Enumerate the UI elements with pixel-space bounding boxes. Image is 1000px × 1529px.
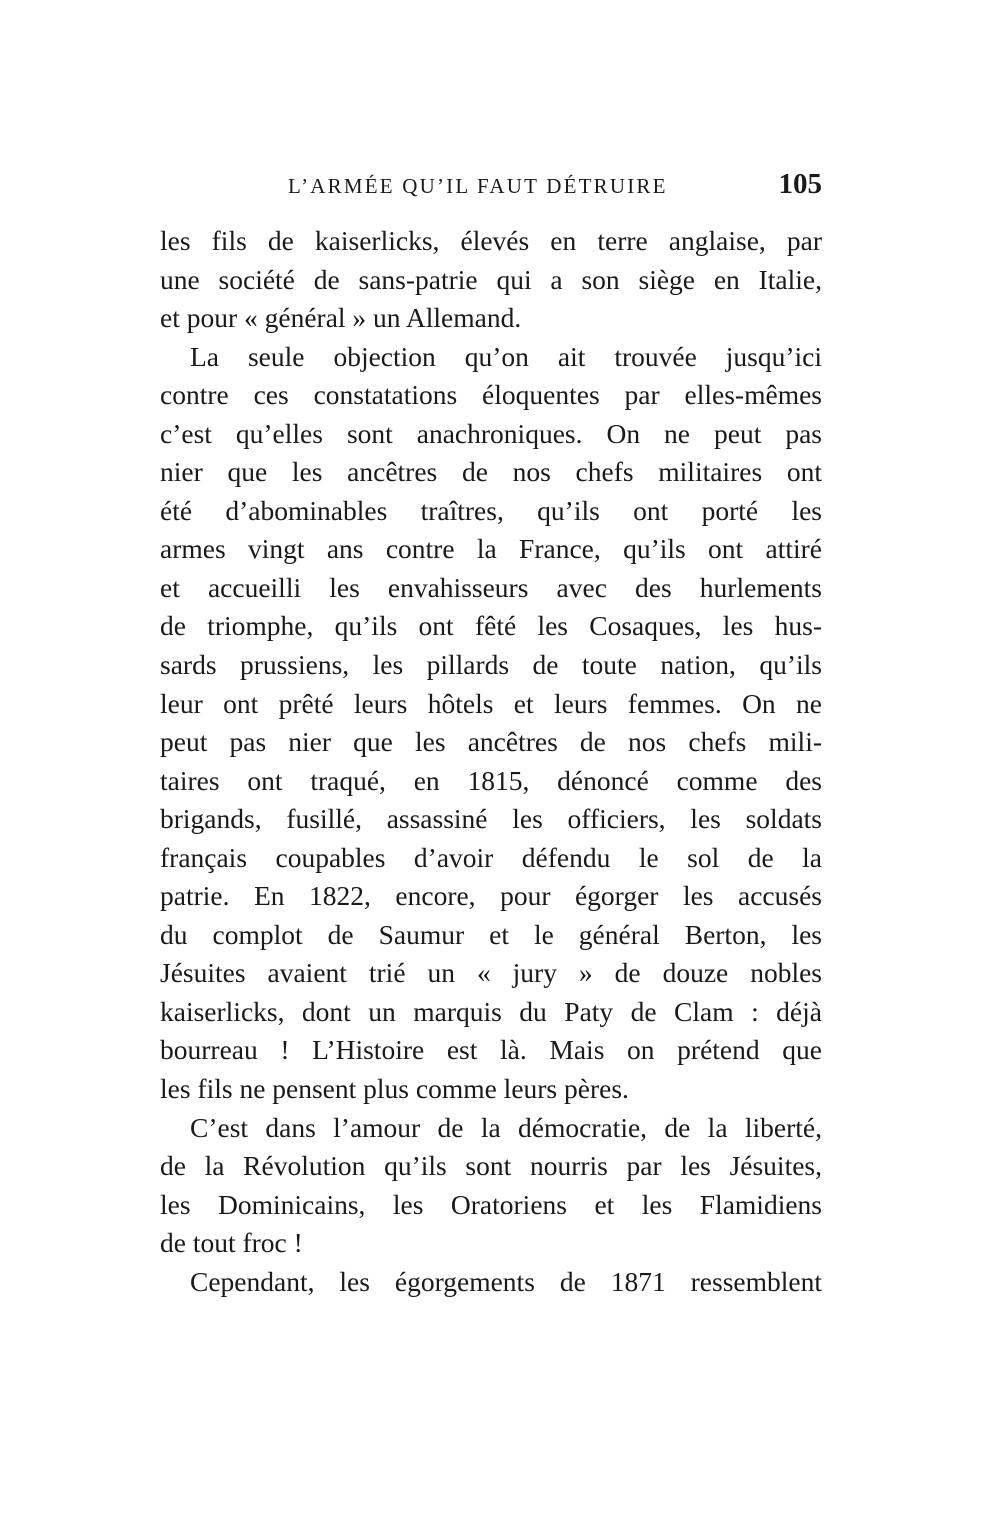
text-line: nier que les ancêtres de nos chefs militaires ont xyxy=(160,456,822,488)
text-line: les fils de kaiserlicks, élevés en terre anglaise, par xyxy=(160,225,822,256)
text-line: de tout froc ! xyxy=(160,1227,303,1259)
text-line: contre ces constatations éloquentes par elles-mêmes xyxy=(160,379,822,411)
text-line: les fils ne pensent plus comme leurs pères. xyxy=(160,1073,629,1105)
text-line: bourreau ! L’Histoire est là. Mais on prétend que xyxy=(160,1034,822,1066)
text-line: leur ont prêté leurs hôtels et leurs femmes. On ne xyxy=(160,687,822,719)
text-line: Cependant, les égorgements de 1871 ressemblent xyxy=(190,1265,822,1297)
text-line: les Dominicains, les Oratoriens et les Flamidiens xyxy=(160,1188,822,1220)
text-line: sards prussiens, les pillards de toute nation, qu’ils xyxy=(160,649,822,681)
text-line: été d’abominables traîtres, qu’ils ont porté les xyxy=(160,494,822,526)
body-text xyxy=(160,222,822,1301)
text-line: de la Révolution qu’ils sont nourris par les Jésuites, xyxy=(160,1150,822,1182)
running-head xyxy=(160,168,822,204)
text-line: peut pas nier que les ancêtres de nos chefs mili- xyxy=(160,726,822,758)
running-title: L’ARMÉE QU’IL FAUT DÉTRUIRE xyxy=(288,174,668,198)
text-line: français coupables d’avoir défendu le sol de la xyxy=(160,841,822,873)
text-line: de triomphe, qu’ils ont fêté les Cosaques, les hus- xyxy=(160,610,822,642)
text-line: brigands, fusillé, assassiné les officiers, les soldats xyxy=(160,803,822,835)
text-line: c’est qu’elles sont anachroniques. On ne peut pas xyxy=(160,417,822,449)
text-line: taires ont traqué, en 1815, dénoncé comme des xyxy=(160,764,822,796)
text-line: armes vingt ans contre la France, qu’ils ont attiré xyxy=(160,533,822,565)
text-line: La seule objection qu’on ait trouvée jusqu’ici xyxy=(190,340,822,372)
text-line: kaiserlicks, dont un marquis du Paty de Clam : déjà xyxy=(160,995,822,1027)
text-line: patrie. En 1822, encore, pour égorger les accusés xyxy=(160,880,822,912)
text-line: du complot de Saumur et le général Berton, les xyxy=(160,918,822,950)
text-line: et pour « général » un Allemand. xyxy=(160,302,522,334)
text-line: et accueilli les envahisseurs avec des hurlements xyxy=(160,571,822,603)
page-number: 105 xyxy=(778,168,822,200)
text-line: C’est dans l’amour de la démocratie, de la liberté, xyxy=(190,1111,822,1143)
text-line: une société de sans-patrie qui a son siège en Italie, xyxy=(160,263,822,295)
text-line: Jésuites avaient trié un « jury » de douze nobles xyxy=(160,957,822,989)
